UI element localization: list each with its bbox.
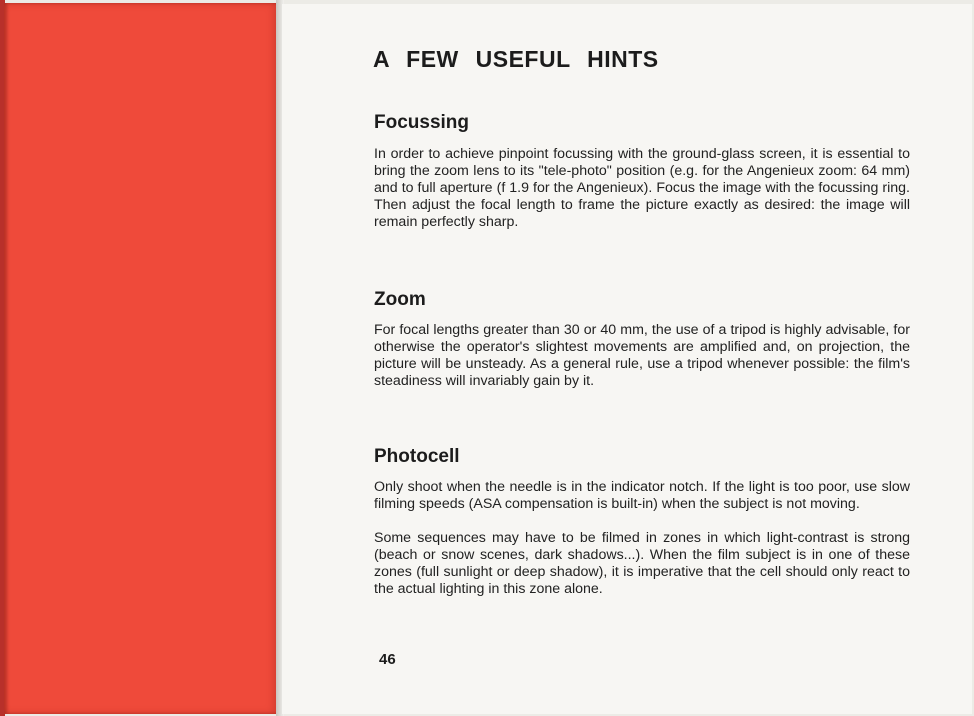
zoom-paragraph: For focal lengths greater than 30 or 40 mm, the use of a tripod is highly advisable, for otherwise the operator's slightest movements are amplified and, on projection, the picture will be unsteady. As a general rule, use a tripod whenever possible: the film's steadiness will invariably gain by it. — [374, 322, 910, 389]
red-left-page — [4, 3, 280, 714]
photocell-paragraph-2: Some sequences may have to be filmed in zones in which light-contrast is strong (beach or snow scenes, dark shadows...). When the film subject is in one of these zones (full sunlight or deep shadow), it is imperative that the cell should only react to the actual lighting in this zone alone. — [374, 530, 910, 597]
section-heading-zoom: Zoom — [374, 289, 426, 310]
page-title: A FEW USEFUL HINTS — [373, 46, 659, 72]
photocell-paragraph-1: Only shoot when the needle is in the indicator notch. If the light is too poor, use slow filming speeds (ASA compensation is built-in) when the subject is not moving. — [374, 479, 910, 512]
right-page — [282, 4, 972, 714]
section-heading-photocell: Photocell — [374, 446, 460, 467]
focussing-paragraph: In order to achieve pinpoint focussing with the ground-glass screen, it is essential to bring the zoom lens to its "tele-photo" position (e.g. for the Angenieux zoom: 64 mm) and to full aperture (f 1.9 for the Angenieux). Focus the image with the focussing ring. Then adjust the focal length to frame the picture exactly as desired: the image will remain perfectly sharp. — [374, 146, 910, 230]
page-number: 46 — [379, 651, 396, 668]
section-heading-focussing: Focussing — [374, 112, 470, 133]
